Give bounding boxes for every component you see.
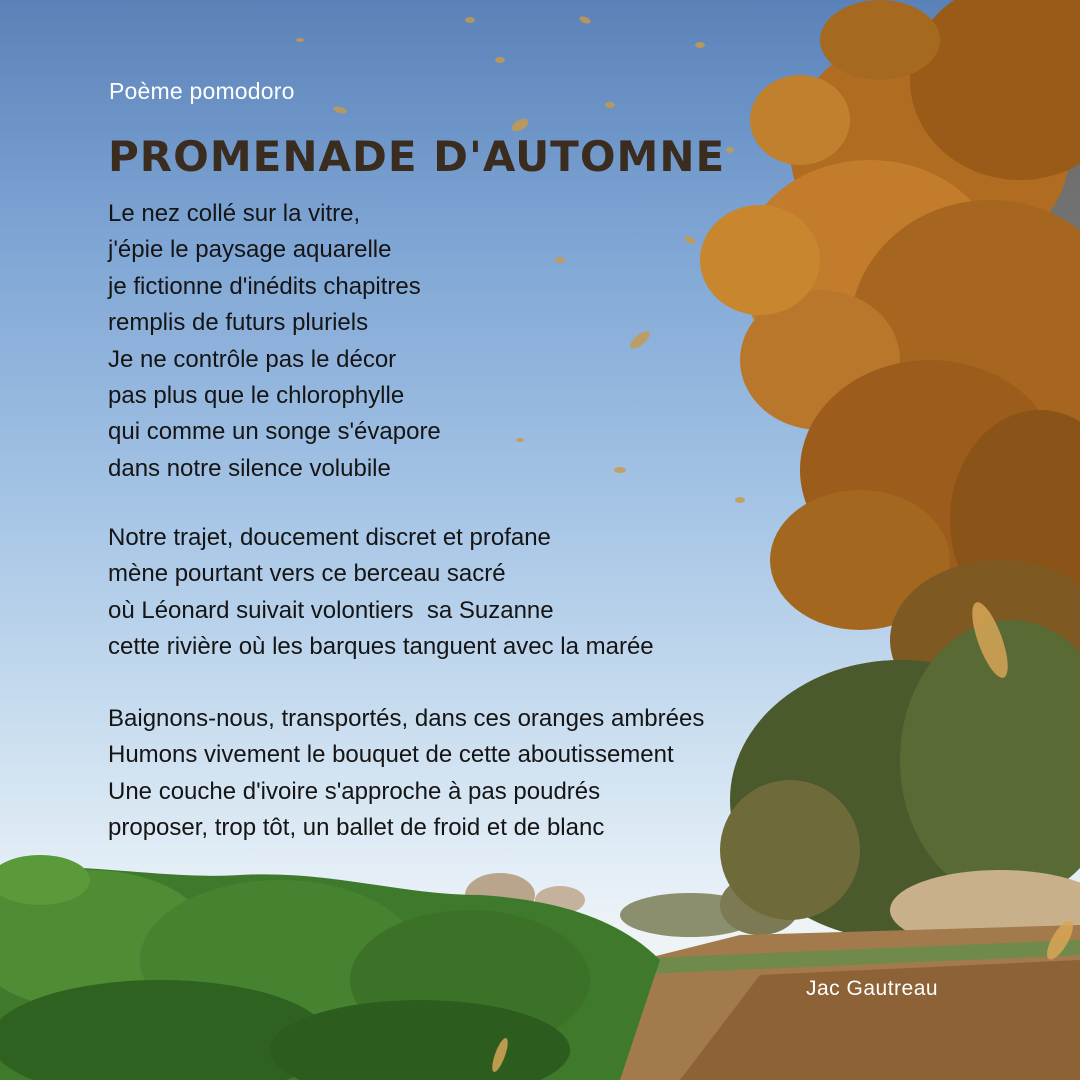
poem-line: dans notre silence volubile <box>108 454 391 482</box>
stanza-1 <box>108 196 808 487</box>
poem-line: proposer, trop tôt, un ballet de froid et de blanc <box>108 814 605 842</box>
poem-title: PROMENADE D'AUTOMNE <box>108 132 726 181</box>
stanza-3 <box>108 701 808 847</box>
poem-line: j'épie le paysage aquarelle <box>108 236 392 264</box>
poem-line: remplis de futurs pluriels <box>108 309 369 337</box>
poem-line: cette rivière où les barques tanguent avec la marée <box>108 633 654 661</box>
poem-line: je fictionne d'inédits chapitres <box>108 272 421 300</box>
poem-subtitle: Poème pomodoro <box>109 78 295 104</box>
poem-line: qui comme un songe s'évapore <box>108 418 441 446</box>
poem-line: Notre trajet, doucement discret et profane <box>108 524 551 551</box>
stanza-2 <box>108 520 808 666</box>
author-signature: Jac Gautreau <box>806 977 939 1000</box>
poem-line: Le nez collé sur la vitre, <box>108 200 361 227</box>
poem-line: Baignons-nous, transportés, dans ces oranges ambrées <box>108 705 705 732</box>
poem-line: Je ne contrôle pas le décor <box>108 345 397 373</box>
poem-line: où Léonard suivait volontiers sa Suzanne <box>108 596 554 624</box>
poem-line: Une couche d'ivoire s'approche à pas poudrés <box>108 777 601 805</box>
poem-line: Humons vivement le bouquet de cette aboutissement <box>108 741 674 769</box>
poem-line: pas plus que le chlorophylle <box>108 381 405 409</box>
poem-line: mène pourtant vers ce berceau sacré <box>108 560 506 588</box>
